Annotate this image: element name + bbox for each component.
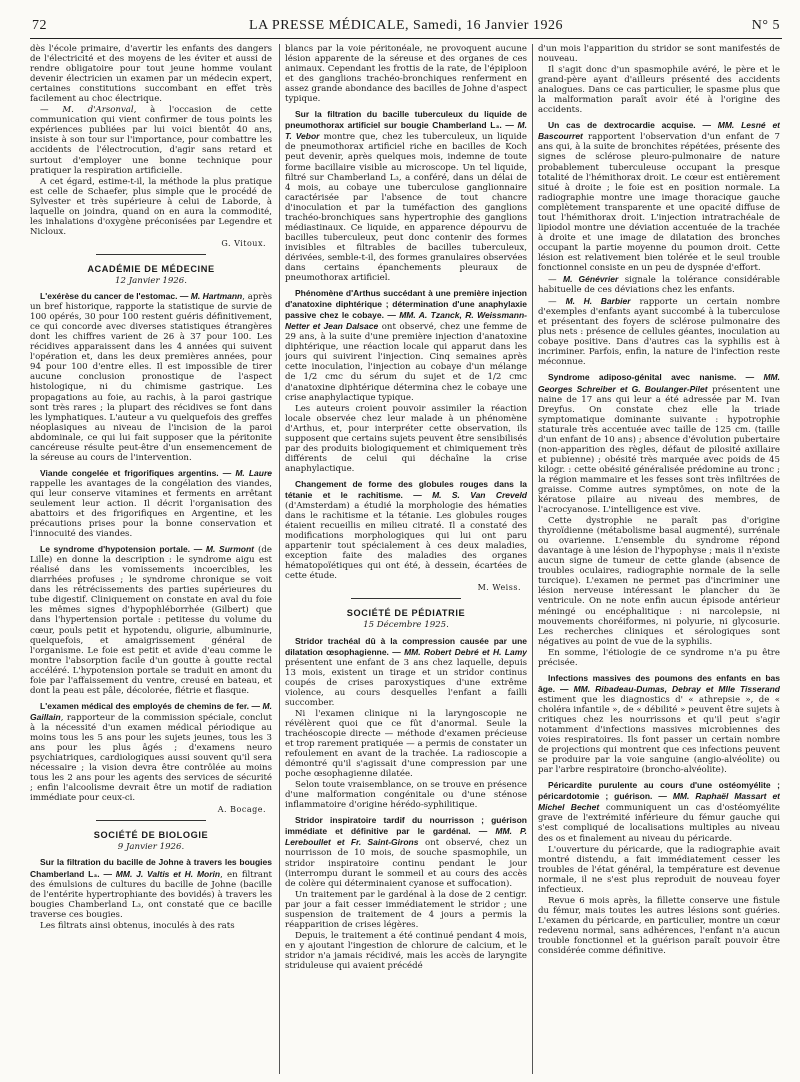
section-divider bbox=[96, 254, 206, 255]
article-text: (de Lille) en donne la description : le syndrome aigu est réalisé dans les vomissements incoercibles, les diarrhées profuses ; le syndrome chronique se voit dans les rétrécissements des parties supérieures du tube digestif. Cliniquement on constate en aval du foie les mêmes signes d'hypophléborrhée (Gilbert) que dans l'hypertension portale : petitesse du volume du cœur, pouls petit et hypotendu, oligurie, albuminurie, quelquefois, et amaigrissement général de l'organisme. Le foie est petit et avide d'eau comme le montre l'absorption facile d'un goutte à goutte rectal accéléré. L'hypotension portale se traduit en amont du foie par l'affaissement du ventre, creusé en bateau, et dont la peau est pâle, décolorée, flétrie et flasque. bbox=[30, 545, 272, 696]
article-heading: Infections massives des poumons des enfants en bas âge. — bbox=[538, 672, 780, 694]
column-2 bbox=[285, 44, 527, 1074]
article-heading: L'exérèse du cancer de l'estomac. — bbox=[40, 291, 191, 302]
section-divider bbox=[96, 820, 206, 821]
article bbox=[285, 636, 527, 708]
paragraph: En somme, l'étiologie de ce syndrome n'a pu être précisée. bbox=[538, 647, 780, 668]
article-heading: Stridor inspiratoire tardif du nourrisson ; guérison immédiate et définitive par le gardénal. — bbox=[285, 815, 527, 837]
article-text: présentent une enfant de 3 ans chez laquelle, depuis 13 mois, existent un tirage et un stridor continus coupés de crises paroxystiques d'une extrême violence, au cours desquelles l'enfant a failli succomber. bbox=[285, 657, 527, 708]
author: M. Hartmann bbox=[190, 291, 243, 302]
article-text: ont observé, chez un nourrisson de 10 mois, de souche spasmophile, un stridor inspiratoire continu pendant le jour (interrompu durant le sommeil et au cours des accès de colère qui déterminaient cyanose et suffocation). bbox=[285, 838, 527, 889]
article-text: (d'Amsterdam) a étudié la morphologie des hématies dans le rachitisme et la tétanie. Les globules rouges étaient recueillis en milieu citraté. Il a constaté des modifications morphologiques qui lui ont paru appartenir tout spécialement à ces deux maladies, exception faite des maladies des organes hématopoïétiques qui ont été, à dessein, écartées de cette étude. bbox=[285, 501, 527, 582]
author: M. Génévrier bbox=[563, 274, 619, 285]
article bbox=[285, 479, 527, 581]
article-heading: Un cas de dextrocardie acquise. — bbox=[548, 120, 718, 131]
article-heading: Viande congelée et frigorifiques argentins. — bbox=[40, 467, 236, 478]
article-text: , en filtrant des émulsions de cultures du bacille de Johne (bacille de l'entérite hypertrophiante des bovidés) à travers les bougies Chamberland L₃, ont constaté que ce bacille traverse ces bougies. bbox=[30, 869, 272, 920]
article bbox=[30, 544, 272, 696]
article bbox=[538, 673, 780, 775]
paragraph: — M. H. Barbier rapporte un certain nombre d'exemples d'enfants ayant succombé à la tuberculose et présentant des foyers de sclérose pulmonaire des plus nets : présence de cellules géantes, inoculation au cobaye positive. Dans d'autres cas la syphilis est à incriminer. Parfois, enfin, la nature de l'infection reste méconnue. bbox=[538, 296, 780, 368]
article-text: estiment que les diagnostics d' « athrepsie », de « choléra infantile », de « débilité » peuvent être sujets à critiques chez les nourrissons et qu'il peut s'agir notamment d'infections massives microbiennes des voies respiratoires. Ils font passer un certain nombre de projections qui montrent que ces infections peuvent se produire par la voie sanguine (angio-alvéolite) ou par l'arbre respiratoire (broncho-alvéolite). bbox=[538, 694, 780, 776]
author: MM. P. Lereboullet et Fr. Saint-Girons bbox=[285, 826, 527, 848]
author: M. S. Van Creveld bbox=[432, 489, 527, 500]
paragraph-text: rapporte un certain nombre d'exemples d'enfants ayant succombé à la tuberculose et présentant des foyers de sclérose pulmonaire des plus nets : présence de cellules géantes, inoculation au cobaye positive. Dans d'autres cas la syphilis est à incriminer. Parfois, enfin, la nature de l'infection reste méconnue. bbox=[538, 297, 780, 368]
article-text: communiquent un cas d'ostéomyélite grave de l'extrémité inférieure du fémur gauche qui s'est compliqué de localisations multiples au niveau des os et finalement au niveau du péricarde. bbox=[538, 803, 780, 844]
page-number: 72 bbox=[32, 18, 47, 33]
author: MM. Georges Schreiber et G. Boulanger-Pilet bbox=[538, 372, 780, 394]
signature: A. Bocage. bbox=[217, 805, 266, 815]
author: M. d'Arsonval bbox=[62, 105, 134, 116]
paragraph-text: , à l'occasion de cette communication qui vient confirmer de tous points les expériences publiées par lui voici bientôt 40 ans, insiste à son tour sur l'importance, pour combattre les accidents de l'électrocution, d'agir sans retard et surtout d'employer une bonne technique pour pratiquer la respiration artificielle. bbox=[30, 105, 272, 176]
section-title: SOCIÉTÉ DE PÉDIATRIE bbox=[346, 608, 466, 619]
article-text: , après un bref historique, rapporte la statistique de survie de 100 opérés, 30 pour 100 restent guéris définitivement, ce qui concorde avec diverses statistiques étrangères dont les chiffres varient de 26 à 37 pour 100. Les récidives apparaissent dans les 4 années qui suivent l'opération et, dans les deux premières années, pour 94 pour 100 d'entre elles. Il est impossible de tirer aucune conclusion pronostique de l'aspect histologique, ni du chimisme gastrique. Les propagations au foie, au rachis, à la paroi gastrique sont très rares ; la plupart des récidives se font dans les lymphatiques. L'auteur a vu quelquefois des greffes néoplasiques au niveau de l'incision de la paroi abdominale, ce qui lui fait supposer que la péritonite cancéreuse résulte peut-être d'un ensemencement de la séreuse au cours de l'intervention. bbox=[30, 292, 272, 463]
article bbox=[285, 288, 527, 403]
paragraph: A cet égard, estime-t-il, la méthode la plus pratique est celle de Schaefer, plus simple que le procédé de Sylvester et très supérieure à celui de Laborde, à laquelle on joindra, quand on en aura la commodité, les inhalations d'oxygène préconisées par Legendre et Nicloux. bbox=[30, 176, 272, 237]
paragraph: Ni l'examen clinique ni la laryngoscopie ne révélèrent quoi que ce fût d'anormal. Seule la trachéoscopie directe — méthode d'examen précieuse et trop rarement pratiquée — a permis de constater un refoulement en avant de la trachée. La radioscopie a démontré qu'il s'agissait d'une compression par une poche œsophagienne dilatée. bbox=[285, 708, 527, 780]
article-heading: Le syndrome d'hypotension portale. — bbox=[40, 544, 206, 555]
column-3 bbox=[538, 44, 780, 1074]
author: M. T. Vebor bbox=[285, 120, 527, 142]
article-heading: Péricardite purulente au cours d'une ostéomyélite ; péricardotomie ; guérison. — bbox=[538, 780, 780, 802]
author: MM. Robert Debré et H. Lamy bbox=[404, 646, 527, 657]
article-heading: L'examen médical des employés de chemins de fer. — bbox=[40, 700, 263, 711]
section-title: SOCIÉTÉ DE BIOLOGIE bbox=[93, 830, 209, 841]
article bbox=[285, 815, 527, 888]
paragraph: dès l'école primaire, d'avertir les enfants des dangers de l'électricité et des moyens de les éviter et aussi de rendre obligatoire pour tout jeune homme voulant devenir électricien un examen par un médecin expert, certaines constitutions succombant en effet très facilement au choc électrique. bbox=[30, 44, 272, 105]
article-heading: Sur la filtration du bacille de Johne à travers les bougies Chamberland L₃. — bbox=[30, 857, 272, 879]
author: MM. A. Tzanck, R. Weissmann-Netter et Jean Dalsace bbox=[285, 310, 527, 332]
signature: G. Vitoux. bbox=[221, 238, 266, 248]
author: M. Gaillain bbox=[30, 700, 272, 722]
article bbox=[538, 780, 780, 843]
issue-number: N° 5 bbox=[751, 18, 780, 33]
column-rule bbox=[532, 44, 533, 1074]
page-header bbox=[30, 18, 782, 39]
section-date: 12 Janvier 1926. bbox=[115, 275, 187, 286]
paragraph: Un traitement par le gardénal à la dose de 2 centigr. par jour a fait cesser immédiatement le stridor ; une suspension de traitement de 4 jours a permis la réapparition de crises légères. bbox=[285, 889, 527, 930]
paragraph: L'ouverture du péricarde, que la radiographie avait montré distendu, a fait immédiatement cesser les troubles de l'état général, la température est devenue normale, il ne s'est plus reproduit de nouveau foyer infectieux. bbox=[538, 844, 780, 895]
section-date: 15 Décembre 1925. bbox=[363, 620, 449, 631]
article-text: rappelle les avantages de la congélation des viandes, qui leur conserve vitamines et ferments en arrêtant seulement leur action. Il décrit l'organisation des abattoirs et des frigorifiques en Argentine, et les précautions prises pour la bonne conservation et l'innocuité des viandes. bbox=[30, 478, 272, 540]
paragraph: Revue 6 mois après, la fillette conserve une fistule du fémur, mais toutes les autres lésions sont guéries. L'examen du péricarde, en particulier, montre un cœur redevenu normal, sans adhérences, l'enfant n'a aucun trouble fonctionnel et la guérison paraît pouvoir être considérée comme définitive. bbox=[538, 895, 780, 957]
article-heading: Changement de forme des globules rouges dans la tétanie et le rachitisme. — bbox=[285, 478, 527, 500]
article bbox=[30, 857, 272, 919]
author: MM. Ribadeau-Dumas, Debray et Mlle Tisserand bbox=[573, 683, 780, 694]
author: M. Laure bbox=[235, 467, 272, 478]
column-rule bbox=[279, 44, 280, 1074]
article-heading: Phénomène d'Arthus succédant à une première injection d'anatoxine diphtérique ; détermination d'une anaphylaxie passive chez le cobaye. — bbox=[285, 288, 527, 321]
article-text: ont observé, chez une femme de 29 ans, à la suite d'une première injection d'anatoxine diphtérique, une réaction locale qui apparut dans les jours qui suivirent l'injection. Cinq semaines après cette inoculation, l'injection au cobaye d'un mélange de 1/2 cmc du sérum du sujet et de 1/2 cmc d'anatoxine diphtérique détermina chez le cobaye une crise anaphylactique typique. bbox=[285, 322, 527, 403]
paragraph: Depuis, le traitement a été continué pendant 4 mois, en y ajoutant l'ingestion de chlorure de calcium, et le stridor n'a jamais récidivé, mais les accès de laryngite striduleuse qui avaient précédé bbox=[285, 930, 527, 971]
article-heading: Sur la filtration du bacille tuberculeux du liquide de pneumothorax artificiel sur bougie Chamberland L₃. — bbox=[285, 109, 527, 131]
article bbox=[285, 109, 527, 283]
article bbox=[30, 701, 272, 803]
journal-title: LA PRESSE MÉDICALE, Samedi, 16 Janvier 1926 bbox=[249, 18, 563, 33]
author: MM. Raphaël Massart et Michel Bechet bbox=[538, 791, 780, 813]
paragraph: Selon toute vraisemblance, on se trouve en présence d'une malformation congénitale ou d'une sténose inflammatoire d'origine hérédo-syphilitique. bbox=[285, 780, 527, 811]
signature: M. Weiss. bbox=[477, 583, 521, 593]
column-1 bbox=[30, 44, 272, 1074]
paragraph: — M. d'Arsonval, à l'occasion de cette communication qui vient confirmer de tous points les expériences publiées par lui voici bientôt 40 ans, insiste à son tour sur l'importance, pour combattre les accidents de l'électrocution, d'agir sans retard et surtout d'employer une bonne technique pour pratiquer la respiration artificielle. bbox=[30, 105, 272, 176]
article bbox=[538, 372, 780, 515]
paragraph: Cette dystrophie ne paraît pas d'origine thyroïdienne (métabolisme basal augmenté), surrénale ou ovarienne. L'ensemble du syndrome répond davantage à une lésion de l'hypophyse ; mais il n'existe aucun signe de tumeur de cette glande (absence de troubles oculaires, radiographie normale de la selle turcique). L'examen ne permet pas d'incriminer une lésion nerveuse intéressant le plancher du 3e ventricule. On ne note enfin aucun épisode antérieur méningé ou encéphalitique : ni narcolepsie, ni mouvements choréiformes, ni polyurie, ni glycosurie. Les recherches cliniques et sérologiques sont négatives au point de vue de la syphilis. bbox=[538, 516, 780, 647]
article-text: montre que, chez les tuberculeux, un liquide de pneumothorax artificiel riche en bacilles de Koch peut devenir, après quelques mois, indemne de toute forme bacillaire visible au microscope. Un tel liquide, filtré sur Chamberland L₃, a conféré, dans un délai de 4 mois, au cobaye une tuberculose ganglionnaire caractérisée par l'absence de tout chancre d'inoculation et par la tuméfaction des ganglions trachéo-bronchiques sans hypertrophie des ganglions médiastinaux. Ce liquide, en apparence dépourvu de bacilles tuberculeux, peut donc contenir des formes invisibles et filtrables de bacilles tuberculeux, dérivées, semble-t-il, des formes granulaires observées dans certains épanchements pleuraux de pneumothorax artificiel. bbox=[285, 132, 527, 284]
author: MM. J. Valtis et H. Morin bbox=[115, 868, 221, 879]
article-text: présentent une naine de 17 ans qui leur a été adressée par M. Ivan Dreyfus. On constate chez elle la triade symptomatique dominante suivante : hypotrophie staturale très accentuée avec taille de 125 cm. (taille d'un enfant de 10 ans) ; absence d'évolution pubertaire (non-apparition des règles, défaut de pilosité axillaire et pubienne) ; obésité très marquée avec poids de 45 kilogr. : cette obésité généralisée prédomine au tronc ; la région mammaire et les fesses sont très infiltrées de graisse. Comme autres symptômes, on note de la kératose pilaire au niveau des membres, de l'acrocyanose. L'intelligence est vive. bbox=[538, 384, 780, 516]
section-date: 9 Janvier 1926. bbox=[117, 842, 185, 853]
author: MM. Lesné et Bascourret bbox=[538, 120, 780, 142]
author: M. H. Barbier bbox=[565, 296, 631, 307]
article-heading: Stridor trachéal dû à la compression causée par une dilatation œsophagienne. — bbox=[285, 635, 527, 657]
paragraph: Les filtrats ainsi obtenus, inoculés à des rats bbox=[40, 920, 235, 931]
article bbox=[538, 120, 780, 273]
article-text: , rapporteur de la commission spéciale, conclut à la nécessité d'un examen médical périodique au moins tous les 5 ans pour les sujets jeunes, tous les 3 ans pour les plus âgés ; d'examens neuro psychiatriques, cardiologiques aussi souvent qu'il sera nécessaire ; la vision devra être contrôlée au moins tous les 2 ans pour les agents des services de sécurité ; enfin l'alcoolisme devrait être un motif de radiation immédiate pour ceux-ci. bbox=[30, 712, 272, 804]
section-divider bbox=[351, 598, 461, 599]
paragraph: Les auteurs croient pouvoir assimiler la réaction locale observée chez leur malade à un phénomène d'Arthus, et, pour interpréter cette observation, ils supposent que certains sujets peuvent être sensibilisés par des produits biologiquement et chimiquement très différents de celui qui déchaîne la crise anaphylactique. bbox=[285, 403, 527, 474]
paragraph-text: signale la tolérance considérable habituelle de ces déviations chez les enfants. bbox=[538, 275, 780, 296]
article bbox=[30, 468, 272, 539]
author: M. Surmont bbox=[205, 544, 254, 555]
paragraph: blancs par la voie péritonéale, ne provoquent aucune lésion apparente de la séreuse et des organes de ces animaux. Cependant les frottis de la rate, de l'épiploon et des ganglions trachéo-bronchiques renferment en assez grande abondance des bacilles de Johne d'aspect typique. bbox=[285, 44, 527, 105]
section-title: ACADÉMIE DE MÉDECINE bbox=[87, 263, 215, 274]
paragraph: d'un mois l'apparition du stridor se sont manifestés de nouveau. bbox=[538, 44, 780, 65]
article-heading: Syndrome adiposo-génital avec nanisme. — bbox=[548, 372, 764, 383]
article-text: rapportent l'observation d'un enfant de 7 ans qui, à la suite de bronchites répétées, présente des signes de sclérose pleuro-pulmonaire de nature probablement tuberculeuse occupant la presque totalité de l'hémithorax droit. Le cœur est entièrement situé à droite ; le foie est en position normale. La radiographie montre une image thoracique gauche complètement transparente et une opacité diffuse de tout l'hémithorax droit. L'injection intratrachéale de lipiodol montre une déviation accentuée de la trachée à droite et une image de dilatation des bronches occupant la partie moyenne du poumon droit. Cette lésion est relativement bien tolérée et le seul trouble fonctionnel consiste en un peu de dyspnée d'effort. bbox=[538, 132, 780, 273]
article bbox=[30, 291, 272, 463]
paragraph: — M. Génévrier signale la tolérance considérable habituelle de ces déviations chez les enfants. bbox=[538, 274, 780, 296]
paragraph: Il s'agit donc d'un spasmophile avéré, le père et le grand-père ayant d'ailleurs présenté des accidents analogues. Dans ce cas particulier, le spasme plus que la malformation paraît avoir été à l'origine des accidents. bbox=[538, 65, 780, 116]
